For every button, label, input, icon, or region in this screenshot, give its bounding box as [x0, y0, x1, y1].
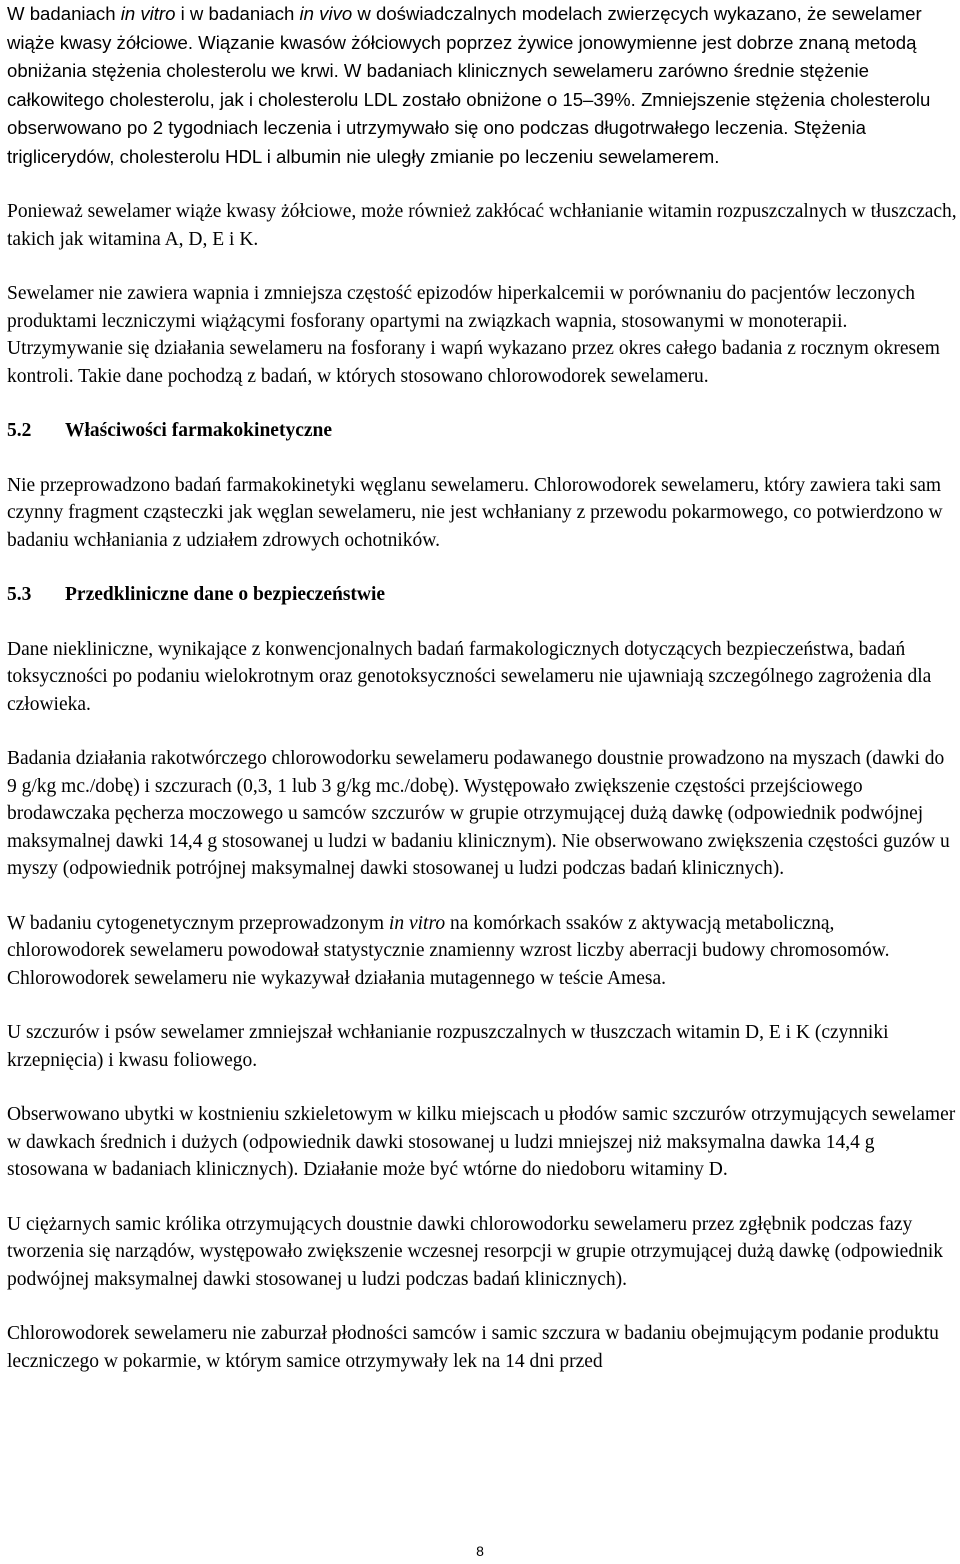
- text-span: Wiązanie kwasów żółciowych poprzez żywice jonowymienne jest dobrze znaną metodą obniżania stężenia cholesterolu we krwi. W badaniach klinicznych sewelameru zarówno średnie stężenie całkowitego cholesterolu, jak i cholesterolu LDL zostało obniżone o 15–39%. Zmniejszenie stężenia cholesterolu obserwowano po 2 tygodniach leczenia i utrzymywało się ono podczas długotrwałego leczenia. Stężenia triglicerydów, cholesterolu HDL i albumin nie uległy zmianie po leczeniu sewelamerem.: [7, 31, 931, 167]
- section-title: Przedkliniczne dane o bezpieczeństwie: [65, 584, 386, 605]
- paragraph-carcinogenicity: Badania działania rakotwórczego chlorowodorku sewelameru podawanego doustnie prowadzono na myszach (dawki do 9 g/kg mc./dobę) i szczurach (0,3, 1 lub 3 g/kg mc./dobę). Występowało zwiększenie częstości przejściowego brodawczaka pęcherza moczowego u samców szczurów w grupie otrzymującej dużą dawkę (odpowiednik podwójnej maksymalnej dawki 14,4 g stosowanej u ludzi w badaniu klinicznym). Nie obserwowano zwiększenia częstości guzów u myszy (odpowiednik potrójnej maksymalnej dawki stosowanej u ludzi podczas badań klinicznych).: [7, 748, 950, 879]
- paragraph-vitamins: Ponieważ sewelamer wiąże kwasy żółciowe, może również zakłócać wchłanianie witamin rozpuszczalnych w tłuszczach, takich jak witamina A, D, E i K.: [7, 201, 957, 250]
- text-span: w doświadczalnych modelach zwierzęcych wykazano, że sewelamer wiąże kwasy żółciowe.: [7, 3, 922, 53]
- paragraph-nonclinical: Dane niekliniczne, wynikające z konwencjonalnych badań farmakologicznych dotyczących bezpieczeństwa, badań toksyczności po podaniu wielokrotnym oraz genotoksyczności sewelameru nie ujawniają szczególnego zagrożenia dla człowieka.: [7, 638, 932, 715]
- text-span: W badaniach: [7, 3, 121, 24]
- section-number: 5.2: [7, 420, 32, 441]
- paragraph-calcium: Sewelamer nie zawiera wapnia i zmniejsza częstość epizodów hiperkalcemii w porównaniu do pacjentów leczonych produktami leczniczymi wiążącymi fosforany opartymi na związkach wapnia, stosowanymi w monoterapii. Utrzymywanie się działania sewelameru na fosforany i wapń wykazano przez okres całego badania z rocznym okresem kontroli. Takie dane pochodzą z badań, w których stosowano chlorowodorek sewelameru.: [7, 283, 940, 387]
- page-number: 8: [476, 1543, 484, 1559]
- paragraph-pharmacokinetics: Nie przeprowadzono badań farmakokinetyki węglanu sewelameru. Chlorowodorek sewelameru, który zawiera taki sam czynny fragment cząsteczki jak węglan sewelameru, nie jest wchłaniany z przewodu pokarmowego, co potwierdzono w badaniu wchłaniania z udziałem zdrowych ochotników.: [7, 474, 943, 551]
- paragraph-fertility: Chlorowodorek sewelameru nie zaburzał płodności samców i samic szczura w badaniu obejmującym podanie produktu leczniczego w pokarmie, w którym samice otrzymywały lek na 14 dni przed: [7, 1323, 939, 1372]
- text-italic: in vitro: [388, 912, 446, 934]
- paragraph-bile-acids: [7, 0, 957, 171]
- paragraph-ossification: Obserwowano ubytki w kostnieniu szkieletowym w kilku miejscach u płodów samic szczurów otrzymujących sewelamer w dawkach średnich i dużych (odpowiednik dawki stosowanej u ludzi mniejszej niż maksymalna dawka 14,4 g stosowana w badaniach klinicznych). Działanie może być wtórne do niedoboru witaminy D.: [7, 1104, 956, 1180]
- section-heading-5-2: [7, 417, 957, 445]
- text-span: W badaniu cytogenetycznym przeprowadzonym: [7, 912, 389, 934]
- paragraph-cytogenetic: [7, 910, 957, 993]
- section-number: 5.3: [7, 584, 32, 605]
- paragraph-rats-dogs: U szczurów i psów sewelamer zmniejszał wchłanianie rozpuszczalnych w tłuszczach witamin D, E i K (czynniki krzepnięcia) i kwasu foliowego.: [7, 1022, 889, 1071]
- document-body: [7, 0, 957, 1402]
- section-title: Właściwości farmakokinetyczne: [65, 420, 333, 441]
- paragraph-rabbits: U ciężarnych samic królika otrzymujących doustnie dawki chlorowodorku sewelameru przez zgłębnik podczas fazy tworzenia się narządów, występowało zwiększenie wczesnej resorpcji w grupie otrzymującej dużą dawkę (odpowiednik podwójnej maksymalnej dawki stosowanej u ludzi podczas badań klinicznych).: [7, 1213, 943, 1290]
- text-italic: in vitro: [120, 3, 176, 24]
- section-heading-5-3: [7, 581, 957, 609]
- text-italic: in vivo: [299, 3, 353, 24]
- text-span: i w badaniach: [175, 3, 300, 24]
- text-span: na komórkach ssaków z aktywacją metaboliczną, chlorowodorek sewelameru powodował statystycznie znamienny wzrost liczby aberracji budowy chromosomów. Chlorowodorek sewelameru nie wykazywał działania mutagennego w teście Amesa.: [7, 912, 890, 989]
